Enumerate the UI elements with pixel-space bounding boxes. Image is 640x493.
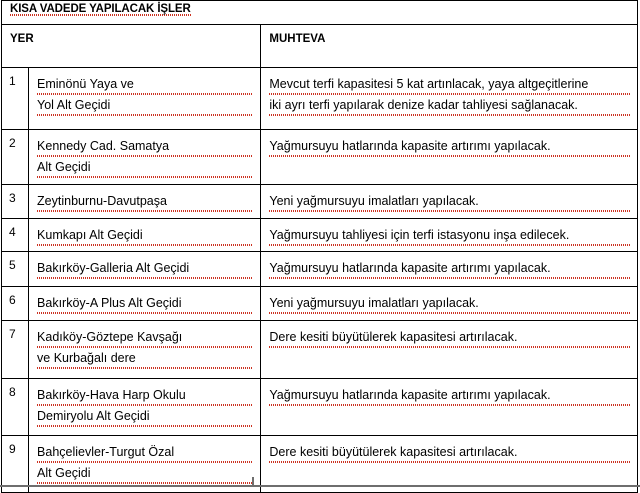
row-place-line: Bakırköy-Galleria Alt Geçidi [37, 258, 252, 279]
row-place-line: Bakırköy-A Plus Alt Geçidi [37, 293, 252, 314]
row-number-text: 9 [9, 442, 16, 456]
table-row [2, 379, 638, 436]
row-place-line: Kadıköy-Göztepe Kavşağı [37, 327, 252, 348]
table-row [2, 68, 638, 130]
row-content [261, 219, 638, 252]
row-number [2, 185, 29, 219]
row-content [261, 185, 638, 219]
row-content-line: Yeni yağmursuyu imalatları yapılacak. [269, 293, 631, 314]
row-place-line: Bahçelievler-Turgut Özal [37, 442, 252, 463]
table-row [2, 436, 638, 493]
row-content [261, 68, 638, 130]
table-title-row [2, 1, 638, 25]
row-content-line: Yağmursuyu hatlarında kapasite artırımı yapılacak. [269, 136, 631, 157]
row-number [2, 379, 29, 436]
row-place [29, 130, 261, 185]
row-place-line: Eminönü Yaya ve [37, 74, 252, 95]
row-number [2, 436, 29, 493]
row-content-line: Dere kesiti büyütülerek kapasitesi artırılacak. [269, 327, 631, 348]
page-title-text: KISA VADEDE YAPILACAK İŞLER [10, 3, 191, 15]
row-number-text: 4 [9, 225, 16, 239]
row-place [29, 379, 261, 436]
row-place-line: Kumkapı Alt Geçidi [37, 225, 252, 246]
row-content-line: iki ayrı terfi yapılarak denize kadar tahliyesi sağlanacak. [269, 95, 631, 116]
row-place-line: Yol Alt Geçidi [37, 95, 252, 116]
column-header-content-label: MUHTEVA [269, 33, 326, 45]
row-place [29, 68, 261, 130]
row-place [29, 219, 261, 252]
column-header-place-label: YER [10, 33, 34, 45]
row-number-text: 2 [9, 136, 16, 150]
row-number [2, 130, 29, 185]
table-row [2, 130, 638, 185]
row-place-line: ve Kurbağalı dere [37, 348, 252, 369]
row-number [2, 321, 29, 379]
row-number [2, 68, 29, 130]
row-content [261, 287, 638, 321]
row-content [261, 321, 638, 379]
row-number [2, 252, 29, 287]
table-row [2, 252, 638, 287]
row-number-text: 8 [9, 385, 16, 399]
column-header-content [261, 25, 638, 68]
row-content-line: Yağmursuyu tahliyesi için terfi istasyonu inşa edilecek. [269, 225, 631, 246]
row-content-line: Mevcut terfi kapasitesi 5 kat artınlacak, yaya altgeçitlerine [269, 74, 631, 95]
row-place-line: Alt Geçidi [37, 463, 252, 484]
row-place-line: Zeytinburnu-Davutpaşa [37, 191, 252, 212]
row-content-line: Dere kesiti büyütülerek kapasitesi artırılacak. [269, 442, 631, 463]
row-number-text: 6 [9, 293, 16, 307]
row-number-text: 7 [9, 327, 16, 341]
table-row [2, 219, 638, 252]
table-row [2, 185, 638, 219]
row-content-line: Yağmursuyu hatlarında kapasite artırımı yapılacak. [269, 385, 631, 406]
row-place [29, 252, 261, 287]
row-content-line: Yeni yağmursuyu imalatları yapılacak. [269, 191, 631, 212]
table-row [2, 321, 638, 379]
row-place-line: Bakırköy-Hava Harp Okulu [37, 385, 252, 406]
page-bottom-rule [0, 485, 640, 487]
page-title [2, 1, 638, 25]
row-content [261, 130, 638, 185]
row-place [29, 185, 261, 219]
row-place-line: Kennedy Cad. Samatya [37, 136, 252, 157]
table-header-row [2, 25, 638, 68]
row-content [261, 252, 638, 287]
row-place [29, 436, 261, 493]
column-header-place [2, 25, 261, 68]
tasks-table [1, 0, 638, 493]
row-place-line: Alt Geçidi [37, 157, 252, 178]
row-number-text: 1 [9, 74, 16, 88]
table-row [2, 287, 638, 321]
table-body [2, 1, 638, 493]
row-place-line: Demiryolu Alt Geçidi [37, 406, 252, 427]
row-content [261, 436, 638, 493]
page-break-tick [252, 477, 254, 485]
row-place [29, 287, 261, 321]
row-number-text: 3 [9, 191, 16, 205]
row-content [261, 379, 638, 436]
row-place [29, 321, 261, 379]
row-number-text: 5 [9, 258, 16, 272]
row-number [2, 219, 29, 252]
row-content-line: Yağmursuyu hatlarında kapasite artırımı yapılacak. [269, 258, 631, 279]
row-number [2, 287, 29, 321]
